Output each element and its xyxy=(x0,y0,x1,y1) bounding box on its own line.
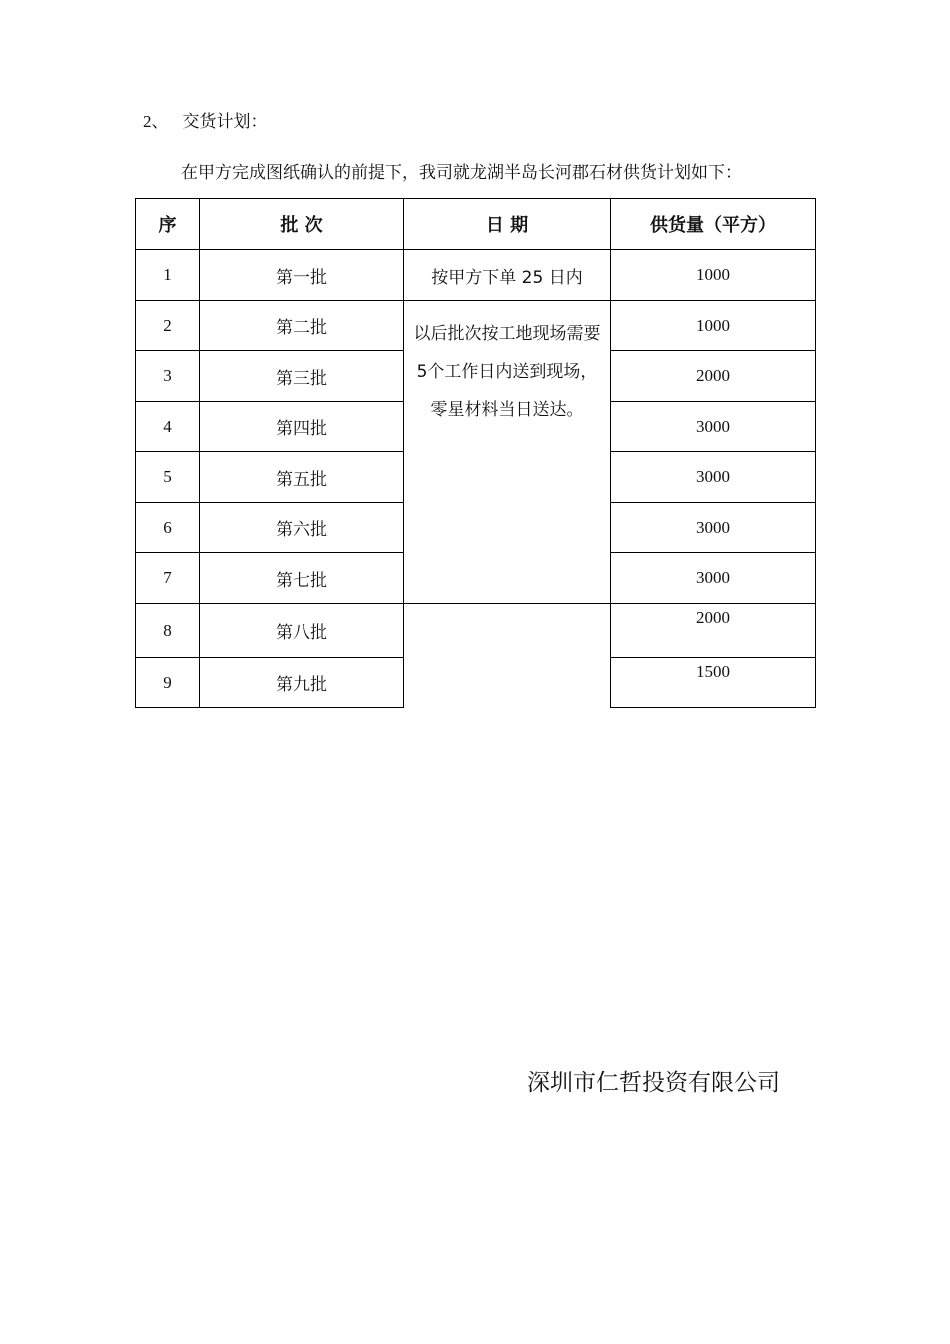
row-qty: 1000 xyxy=(611,250,816,301)
company-name: 深圳市仁哲投资有限公司 xyxy=(527,1070,780,1096)
header-seq: 序 xyxy=(136,199,200,250)
row-batch: 第六批 xyxy=(200,503,404,553)
row-seq: 8 xyxy=(136,604,200,658)
row-batch: 第一批 xyxy=(200,250,404,301)
delivery-schedule-table xyxy=(135,198,816,708)
row-seq: 3 xyxy=(136,351,200,402)
header-batch: 批 次 xyxy=(200,199,404,250)
row-batch: 第九批 xyxy=(200,658,404,708)
row-seq: 5 xyxy=(136,452,200,503)
header-qty: 供货量（平方） xyxy=(611,199,816,250)
row-seq: 2 xyxy=(136,301,200,351)
row-qty: 2000 xyxy=(611,351,816,402)
row-batch: 第四批 xyxy=(200,402,404,452)
row-batch: 第五批 xyxy=(200,452,404,503)
date-blank-cell xyxy=(404,604,611,708)
row-batch: 第八批 xyxy=(200,604,404,658)
table-row xyxy=(136,604,816,658)
row-batch: 第七批 xyxy=(200,553,404,604)
row-qty: 3000 xyxy=(611,553,816,604)
row-seq: 9 xyxy=(136,658,200,708)
row-seq: 4 xyxy=(136,402,200,452)
row-qty: 1000 xyxy=(611,301,816,351)
table-row xyxy=(136,250,816,301)
row-qty: 2000 xyxy=(611,604,816,658)
row-seq: 6 xyxy=(136,503,200,553)
row-batch: 第二批 xyxy=(200,301,404,351)
date-later-batches: 以后批次按工地现场需要5个工作日内送到现场，零星材料当日送达。 xyxy=(404,301,611,604)
row-qty: 1500 xyxy=(611,658,816,708)
row-qty: 3000 xyxy=(611,402,816,452)
row-seq: 1 xyxy=(136,250,200,301)
row-batch: 第三批 xyxy=(200,351,404,402)
section-title: 交货计划： xyxy=(182,112,268,132)
section-number: 2、 xyxy=(143,112,169,131)
intro-paragraph: 在甲方完成图纸确认的前提下，我司就龙湖半岛长河郡石材供货计划如下： xyxy=(181,163,742,183)
row-qty: 3000 xyxy=(611,503,816,553)
section-heading xyxy=(143,107,268,132)
date-first-batch: 按甲方下单 25 日内 xyxy=(404,250,611,301)
row-seq: 7 xyxy=(136,553,200,604)
table-row xyxy=(136,301,816,351)
header-date: 日 期 xyxy=(404,199,611,250)
table-header-row xyxy=(136,199,816,250)
row-qty: 3000 xyxy=(611,452,816,503)
